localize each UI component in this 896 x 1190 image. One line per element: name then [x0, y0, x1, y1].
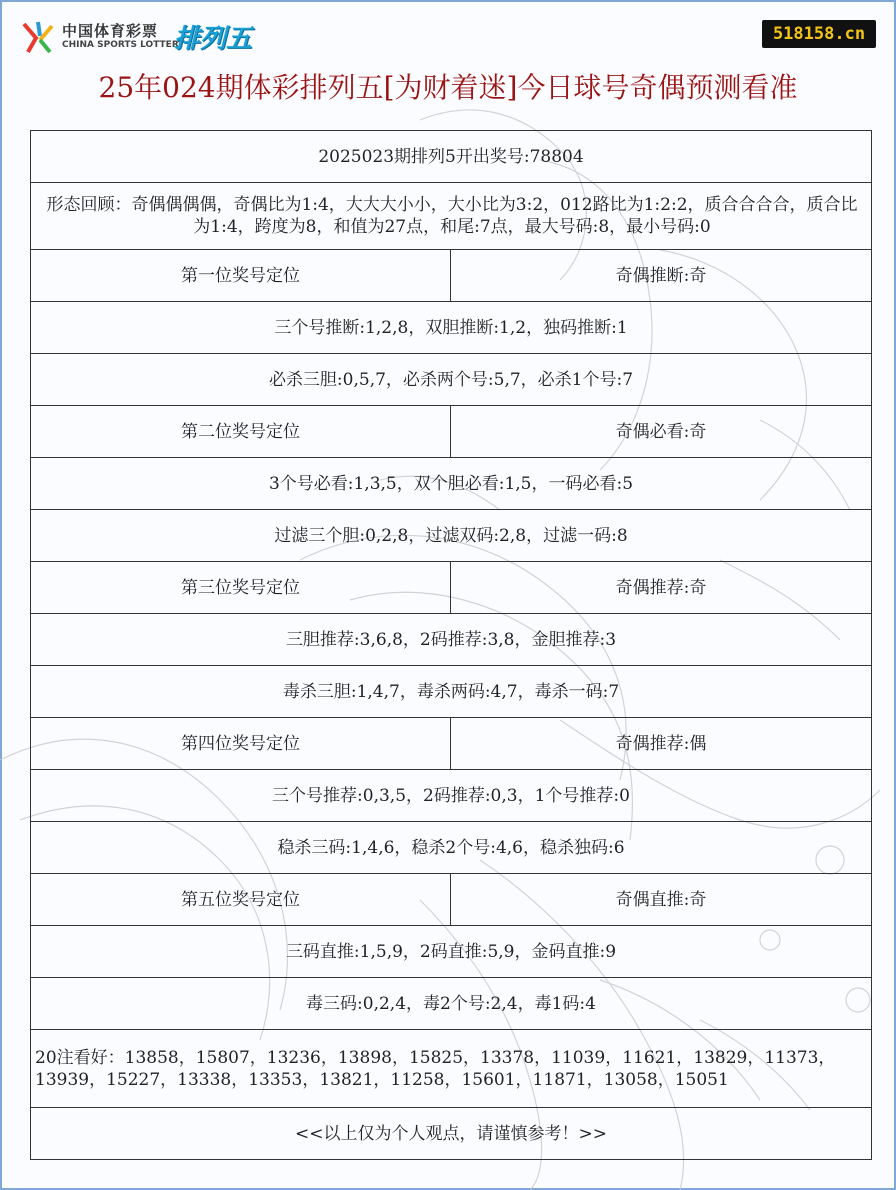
- table-row: [31, 1108, 872, 1160]
- disclaimer: <<以上仅为个人观点，请谨慎参考！>>: [31, 1108, 872, 1160]
- position-4-line1: 三个号推荐:0,3,5，2码推荐:0,3，1个号推荐:0: [31, 770, 872, 822]
- table-row: [31, 302, 872, 354]
- table-row: [31, 406, 872, 458]
- table-row: [31, 458, 872, 510]
- page-title: 25年024期体彩排列五[为财着迷]今日球号奇偶预测看准: [98, 71, 798, 104]
- position-5-parity: 奇偶直推:奇: [451, 874, 872, 926]
- table-row: [31, 926, 872, 978]
- site-badge[interactable]: 518158.cn: [762, 20, 876, 48]
- logo-brand-text: 排列五: [174, 24, 253, 54]
- position-1-line2: 必杀三胆:0,5,7，必杀两个号:5,7，必杀1个号:7: [31, 354, 872, 406]
- prediction-table: [30, 130, 872, 1160]
- table-row: [31, 614, 872, 666]
- table-row: [31, 718, 872, 770]
- position-1-line1: 三个号推断:1,2,8，双胆推断:1,2，独码推断:1: [31, 302, 872, 354]
- table-row: [31, 874, 872, 926]
- position-5-heading: 第五位奖号定位: [31, 874, 451, 926]
- draw-result: 2025023期排列5开出奖号:78804: [31, 131, 872, 183]
- table-row: [31, 770, 872, 822]
- logo-chinese-text: 中国体育彩票: [62, 22, 159, 40]
- position-2-parity: 奇偶必看:奇: [451, 406, 872, 458]
- lottery-star-icon: [18, 18, 56, 56]
- table-row: [31, 183, 872, 250]
- position-4-parity: 奇偶推荐:偶: [451, 718, 872, 770]
- table-row: [31, 978, 872, 1030]
- position-2-line1: 3个号必看:1,3,5，双个胆必看:1,5，一码必看:5: [31, 458, 872, 510]
- recommended-picks: 20注看好：13858，15807，13236，13898，15825，13378，11039，11621，13829，11373，13939，15227，13338，13353，13821，11258，15601，11871，13058，15051: [31, 1030, 872, 1108]
- table-row: [31, 822, 872, 874]
- position-3-line2: 毒杀三胆:1,4,7，毒杀两码:4,7，毒杀一码:7: [31, 666, 872, 718]
- site-header: [0, 0, 896, 68]
- position-4-heading: 第四位奖号定位: [31, 718, 451, 770]
- position-5-line1: 三码直推:1,5,9，2码直推:5,9，金码直推:9: [31, 926, 872, 978]
- position-2-line2: 过滤三个胆:0,2,8，过滤双码:2,8，过滤一码:8: [31, 510, 872, 562]
- table-row: [31, 131, 872, 183]
- position-1-heading: 第一位奖号定位: [31, 250, 451, 302]
- logo-english-text: CHINA SPORTS LOTTERY: [62, 40, 185, 50]
- china-sports-lottery-logo[interactable]: [18, 18, 278, 58]
- position-4-line2: 稳杀三码:1,4,6，稳杀2个号:4,6，稳杀独码:6: [31, 822, 872, 874]
- review-text: 形态回顾：奇偶偶偶偶，奇偶比为1:4，大大大小小，大小比为3:2，012路比为1:2:2，质合合合合，质合比为1:4，跨度为8，和值为27点，和尾:7点，最大号码:8，最小号码:0: [31, 183, 872, 250]
- table-row: [31, 250, 872, 302]
- position-2-heading: 第二位奖号定位: [31, 406, 451, 458]
- table-row: [31, 666, 872, 718]
- table-row: [31, 562, 872, 614]
- position-1-parity: 奇偶推断:奇: [451, 250, 872, 302]
- position-3-parity: 奇偶推荐:奇: [451, 562, 872, 614]
- table-row: [31, 1030, 872, 1108]
- position-5-line2: 毒三码:0,2,4，毒2个号:2,4，毒1码:4: [31, 978, 872, 1030]
- position-3-line1: 三胆推荐:3,6,8，2码推荐:3,8，金胆推荐:3: [31, 614, 872, 666]
- table-row: [31, 354, 872, 406]
- position-3-heading: 第三位奖号定位: [31, 562, 451, 614]
- table-row: [31, 510, 872, 562]
